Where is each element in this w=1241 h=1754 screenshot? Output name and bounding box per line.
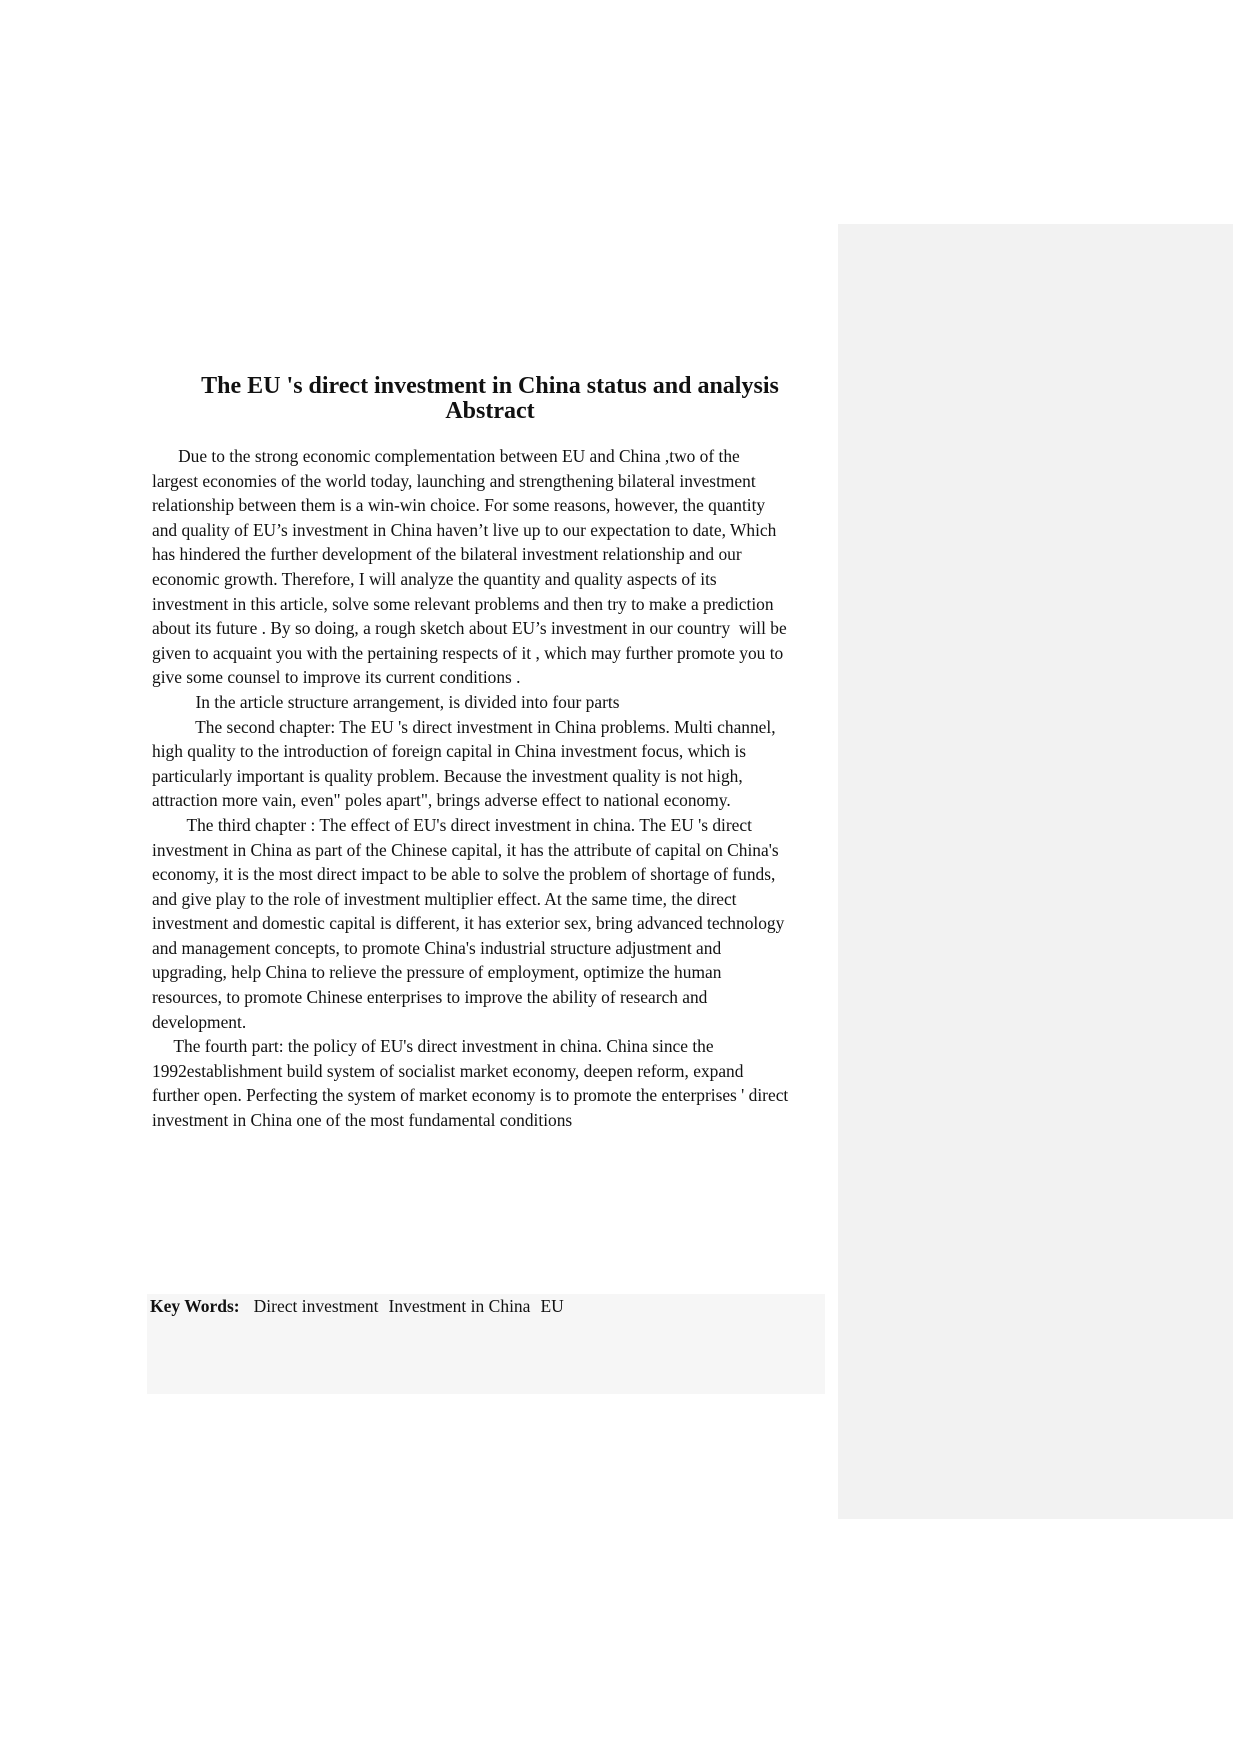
text-line: and quality of EU’s investment in China haven’t live up to our expectation to date, Which (152, 519, 777, 540)
text-line: economic growth. Therefore, I will analyze the quantity and quality aspects of its (152, 568, 717, 589)
keyword-item: EU (540, 1296, 564, 1316)
abstract-heading: Abstract (445, 398, 535, 424)
text-line: relationship between them is a win-win choice. For some reasons, however, the quantity (152, 495, 766, 516)
keyword-item: Direct investment (253, 1296, 379, 1316)
text-line: given to acquaint you with the pertaining respects of it , which may further promote you to (152, 642, 784, 663)
text-line: attraction more vain, even" poles apart", brings adverse effect to national economy. (152, 790, 731, 811)
comment-pane (838, 224, 1233, 1519)
text-line: In the article structure arrangement, is divided into four parts (152, 691, 620, 712)
text-line: The second chapter: The EU 's direct investment in China problems. Multi channel, (152, 716, 776, 737)
text-line: give some counsel to improve its current conditions . (152, 667, 521, 688)
text-line: investment in China as part of the Chinese capital, it has the attribute of capital on China's (152, 839, 779, 860)
abstract-body (152, 444, 832, 1133)
text-line: economy, it is the most direct impact to be able to solve the problem of shortage of funds, (152, 864, 776, 885)
text-line: investment in this article, solve some relevant problems and then try to make a prediction (152, 593, 774, 614)
text-line: particularly important is quality problem. Because the investment quality is not high, (152, 765, 743, 786)
text-line: development. (152, 1011, 247, 1032)
text-line: The fourth part: the policy of EU's direct investment in china. China since the (152, 1036, 714, 1057)
keywords-label: Key Words: (150, 1296, 240, 1316)
text-line: high quality to the introduction of foreign capital in China investment focus, which is (152, 741, 747, 762)
text-line: investment and domestic capital is different, it has exterior sex, bring advanced technology (152, 913, 785, 934)
text-line: 1992establishment build system of socialist market economy, deepen reform, expand (152, 1060, 744, 1081)
text-line: Due to the strong economic complementation between EU and China ,two of the (152, 446, 740, 466)
text-line: further open. Perfecting the system of market economy is to promote the enterprises ' direct (152, 1085, 789, 1106)
document-title: The EU 's direct investment in China status and analysis (201, 373, 779, 399)
text-line: about its future . By so doing, a rough sketch about EU’s investment in our country will be (152, 618, 787, 639)
text-line: investment in China one of the most fundamental conditions (152, 1110, 573, 1131)
text-line: The third chapter : The effect of EU's direct investment in china. The EU 's direct (152, 814, 752, 835)
text-line: upgrading, help China to relieve the pressure of employment, optimize the human (152, 962, 722, 983)
keywords-line (150, 1294, 564, 1318)
text-line: and give play to the role of investment multiplier effect. At the same time, the direct (152, 888, 737, 909)
text-line: largest economies of the world today, launching and strengthening bilateral investment (152, 470, 756, 491)
text-line: resources, to promote Chinese enterprises to improve the ability of research and (152, 987, 708, 1008)
keyword-item: Investment in China (388, 1296, 531, 1316)
text-line: and management concepts, to promote China's industrial structure adjustment and (152, 937, 722, 958)
text-line: has hindered the further development of the bilateral investment relationship and our (152, 544, 742, 565)
